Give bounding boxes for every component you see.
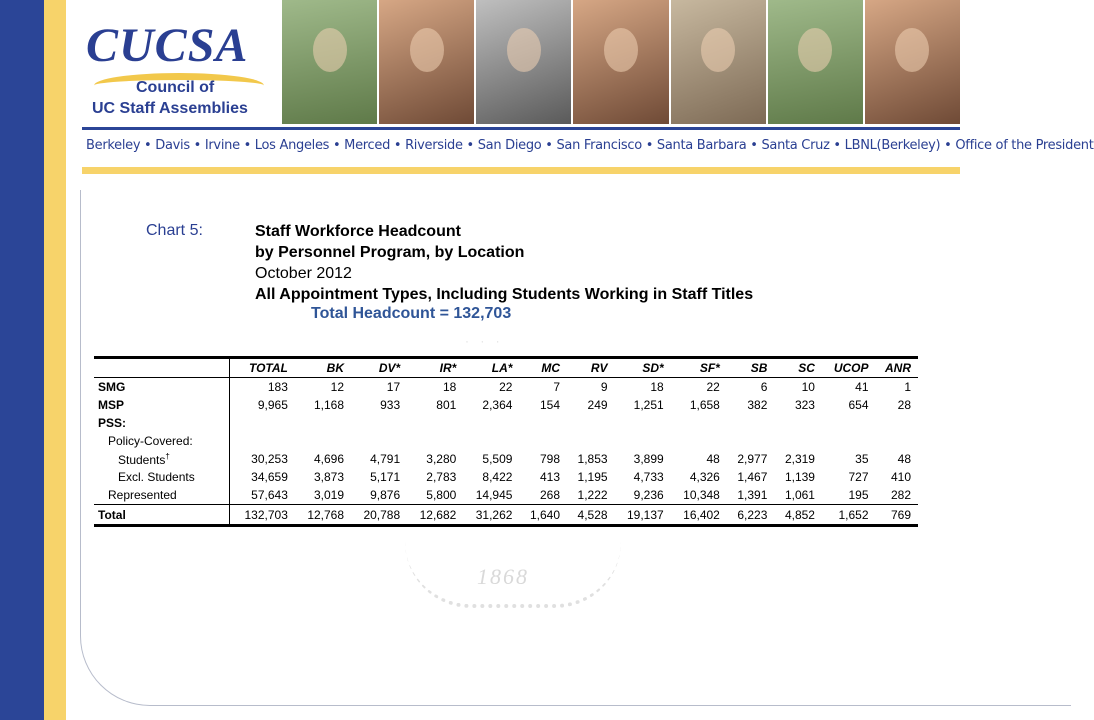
table-cell: 10,348 <box>683 488 720 502</box>
table-cell: 19,137 <box>615 505 671 526</box>
cucsa-logo <box>78 10 278 122</box>
header-blank-cell <box>94 358 230 378</box>
table-cell: 12,682 <box>407 505 463 526</box>
table-cell <box>774 414 822 432</box>
table-cell: 195 <box>848 488 869 502</box>
table-cell: 10 <box>801 380 815 394</box>
row-label-text: Policy-Covered: <box>108 434 193 448</box>
table-cell: 1,061 <box>784 488 815 502</box>
table-cell <box>295 432 351 450</box>
table-row <box>94 486 918 505</box>
table-cell <box>567 432 615 450</box>
table-cell: 2,319 <box>784 452 815 466</box>
column-header: SB <box>727 358 775 378</box>
photo-staff-group <box>671 0 766 124</box>
logo-line1: Council of <box>136 79 215 96</box>
table-cell <box>876 414 919 432</box>
row-label <box>94 486 230 505</box>
table-cell <box>351 432 407 450</box>
table-cell: 382 <box>747 398 768 412</box>
column-header: RV <box>567 358 615 378</box>
table-cell <box>519 432 567 450</box>
header-banner <box>66 0 960 127</box>
table-cell: 1 <box>904 380 911 394</box>
column-header: TOTAL <box>230 358 295 378</box>
table-cell: 9 <box>600 380 608 394</box>
table-cell: 4,696 <box>313 452 345 466</box>
table-row <box>94 450 918 468</box>
row-label-text: PSS: <box>98 416 127 430</box>
table-cell: 41 <box>855 380 869 394</box>
table-cell: 1,640 <box>519 505 567 526</box>
table-cell <box>671 414 727 432</box>
table-cell <box>230 432 295 450</box>
table-cell <box>671 432 727 450</box>
table-cell: 31,262 <box>463 505 519 526</box>
table-cell <box>876 432 919 450</box>
table-cell: 22 <box>499 380 513 394</box>
chart-title-line2: by Personnel Program, by Location <box>255 244 525 261</box>
table-cell <box>463 414 519 432</box>
table-cell: 1,251 <box>633 398 664 412</box>
column-header: SD* <box>615 358 671 378</box>
table-cell: 9,876 <box>370 488 401 502</box>
row-label <box>94 414 230 432</box>
row-label-text: SMG <box>98 380 126 394</box>
table-cell: 4,791 <box>370 452 401 466</box>
table-cell <box>463 432 519 450</box>
row-label-text: MSP <box>98 398 125 412</box>
table-cell <box>822 432 876 450</box>
table-cell: 28 <box>897 398 911 412</box>
table-cell: 2,977 <box>737 452 768 466</box>
photo-woman-laughing <box>573 0 668 124</box>
photo-gardening <box>282 0 377 124</box>
column-header: ANR <box>876 358 919 378</box>
row-label-text: Represented <box>108 488 177 502</box>
table-cell: 1,168 <box>313 398 345 412</box>
photo-woman-portrait <box>768 0 863 124</box>
table-row <box>94 468 918 486</box>
row-label <box>94 396 230 414</box>
table-cell: 769 <box>876 505 919 526</box>
table-cell: 1,391 <box>737 488 768 502</box>
header-yellow-rule <box>82 167 960 174</box>
table-cell: 14,945 <box>475 488 513 502</box>
table-cell: 5,171 <box>370 470 401 484</box>
table-cell <box>727 414 775 432</box>
table-cell: 933 <box>380 398 401 412</box>
table-cell: 727 <box>848 470 869 484</box>
chart-title-line3: October 2012 <box>255 265 352 282</box>
table-cell: 1,853 <box>577 452 608 466</box>
table-cell: 12,768 <box>295 505 351 526</box>
table-cell: 4,733 <box>633 470 664 484</box>
table-cell: 5,800 <box>426 488 457 502</box>
table-cell: 249 <box>587 398 608 412</box>
row-label <box>94 505 230 526</box>
table-cell: 9,965 <box>257 398 288 412</box>
table-cell: 2,783 <box>426 470 457 484</box>
table-cell <box>727 432 775 450</box>
table-cell: 18 <box>442 380 457 394</box>
headcount-table <box>94 356 918 527</box>
table-cell: 1,222 <box>577 488 608 502</box>
table-cell: 9,236 <box>633 488 664 502</box>
table-row <box>94 396 918 414</box>
table-cell: 48 <box>706 452 720 466</box>
row-label <box>94 432 230 450</box>
table-cell: 3,899 <box>633 452 664 466</box>
column-header: UCOP <box>822 358 876 378</box>
table-cell <box>567 414 615 432</box>
table-cell: 17 <box>386 380 401 394</box>
row-label-text: Total <box>98 507 126 522</box>
table-cell <box>295 414 351 432</box>
table-row <box>94 378 918 397</box>
table-cell <box>519 414 567 432</box>
column-header: DV* <box>351 358 407 378</box>
row-label <box>94 378 230 397</box>
chart-title-block <box>255 221 753 305</box>
left-yellow-band <box>44 0 66 720</box>
table-row <box>94 432 918 450</box>
table-cell: 2,364 <box>482 398 513 412</box>
table-cell: 154 <box>539 398 560 412</box>
logo-line2: UC Staff Assemblies <box>92 100 248 117</box>
campus-locations: Berkeley • Davis • Irvine • Los Angeles • Merced • Riverside • San Diego • San Francisco • Santa Barbara • Santa Cruz • LBNL(Berkeley) • Office of the President <box>86 138 1094 153</box>
table-cell: 22 <box>706 380 720 394</box>
chart-label: Chart 5: <box>146 222 203 239</box>
table-cell: 6,223 <box>727 505 775 526</box>
table-cell: 57,643 <box>251 488 288 502</box>
table-cell: 16,402 <box>671 505 727 526</box>
total-headcount: Total Headcount = 132,703 <box>311 305 512 322</box>
table-cell: 654 <box>848 398 869 412</box>
table-cell: 4,528 <box>567 505 615 526</box>
chart-title-line4: All Appointment Types, Including Students Working in Staff Titles <box>255 286 754 303</box>
table-cell <box>230 414 295 432</box>
table-cell: 1,195 <box>577 470 608 484</box>
uc-seal-watermark <box>405 542 625 612</box>
table-cell <box>774 432 822 450</box>
table-cell: 1,652 <box>822 505 876 526</box>
table-cell: 798 <box>539 452 560 466</box>
row-label-text: Excl. Students <box>118 470 195 484</box>
table-cell: 3,280 <box>426 452 457 466</box>
column-header: MC <box>519 358 567 378</box>
table-cell <box>407 432 463 450</box>
table-row <box>94 414 918 432</box>
table-cell <box>615 432 671 450</box>
left-blue-band <box>0 0 44 720</box>
photo-woman-smiling <box>379 0 474 124</box>
footnote-mark: † <box>165 451 170 461</box>
table-cell: 7 <box>553 380 560 394</box>
seal-year: 1868 <box>477 564 529 589</box>
table-cell: 34,659 <box>251 470 288 484</box>
table-cell: 268 <box>539 488 560 502</box>
table-cell: 1,658 <box>689 398 720 412</box>
table-header-row <box>94 358 918 378</box>
seal-watermark-top: · · · <box>465 334 504 348</box>
table-cell: 183 <box>267 380 288 394</box>
column-header: SC <box>774 358 822 378</box>
table-cell <box>351 414 407 432</box>
table-cell: 4,852 <box>774 505 822 526</box>
column-header: LA* <box>463 358 519 378</box>
table-row <box>94 505 918 526</box>
table-cell: 3,873 <box>313 470 345 484</box>
table-cell: 282 <box>890 488 911 502</box>
table-cell: 35 <box>855 452 869 466</box>
table-cell: 12 <box>330 380 345 394</box>
table-cell: 323 <box>794 398 815 412</box>
photo-group-bw <box>476 0 571 124</box>
table-cell: 20,788 <box>351 505 407 526</box>
table-cell: 132,703 <box>230 505 295 526</box>
header-blue-rule <box>82 127 960 130</box>
row-label <box>94 450 230 468</box>
table-cell <box>615 414 671 432</box>
table-cell: 1,467 <box>737 470 768 484</box>
table-cell <box>822 414 876 432</box>
column-header: BK <box>295 358 351 378</box>
column-header: IR* <box>407 358 463 378</box>
row-label <box>94 468 230 486</box>
table-cell: 18 <box>650 380 664 394</box>
table-cell <box>407 414 463 432</box>
photo-strip <box>282 0 960 124</box>
column-header: SF* <box>671 358 727 378</box>
table-cell: 410 <box>890 470 911 484</box>
table-cell: 801 <box>436 398 457 412</box>
table-cell: 1,139 <box>784 470 815 484</box>
table-cell: 4,326 <box>689 470 720 484</box>
table-cell: 30,253 <box>251 452 288 466</box>
table-cell: 6 <box>760 380 768 394</box>
table-cell: 3,019 <box>313 488 345 502</box>
photo-women-outdoors <box>865 0 960 124</box>
table-cell: 48 <box>897 452 911 466</box>
row-label-text: Students <box>118 452 166 467</box>
chart-title-line1: Staff Workforce Headcount <box>255 223 461 240</box>
table-cell: 413 <box>539 470 560 484</box>
table-cell: 5,509 <box>482 452 513 466</box>
table-cell: 8,422 <box>482 470 513 484</box>
logo-word: CUCSA <box>86 19 249 72</box>
